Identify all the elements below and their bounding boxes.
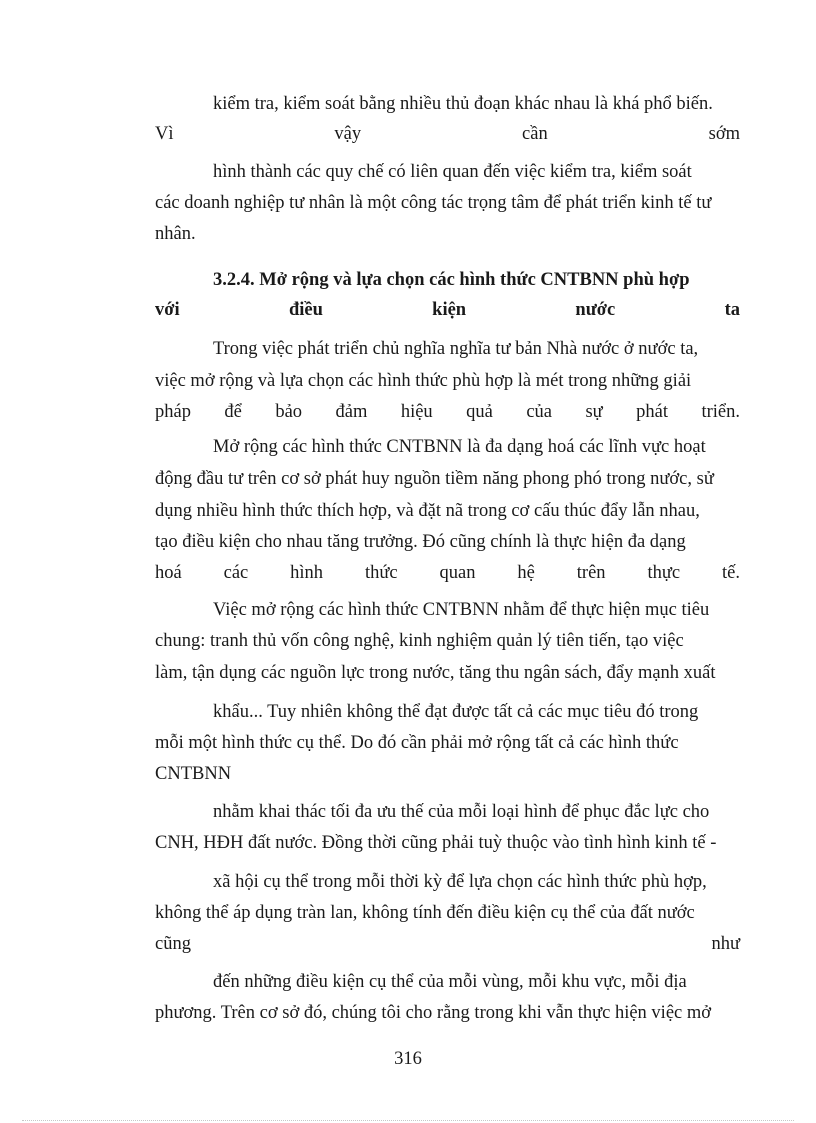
text-line-justified [155,122,740,146]
word: sớm [708,124,740,144]
text-line: dụng nhiều hình thức thích hợp, và đặt nã trong cơ cấu thúc đẩy lẫn nhau, [155,501,700,521]
text-line: việc mở rộng và lựa chọn các hình thức phù hợp là mét trong những giải [155,371,692,391]
word: phát [636,402,668,422]
text-line: kiểm tra, kiểm soát bằng nhiều thủ đoạn khác nhau là khá phổ biến. [213,94,713,114]
word: triển. [701,402,740,422]
word: như [711,934,740,954]
word: cũng [155,934,191,954]
word: hệ [517,563,535,583]
section-heading: 3.2.4. Mở rộng và lựa chọn các hình thức CNTBNN phù hợp [213,270,690,290]
footer-divider [22,1120,794,1121]
word: hoá [155,563,182,583]
text-line: CNTBNN [155,764,232,784]
word: cần [522,124,548,144]
word: quả [466,402,493,422]
word: kiện [432,300,467,320]
word: của [526,402,552,422]
page-number: 316 [394,1049,422,1069]
word: pháp [155,402,191,422]
word: ta [724,300,740,320]
text-line: nhằm khai thác tối đa ưu thế của mỗi loại hình để phục đắc lực cho [213,802,710,822]
word: điều [288,300,323,320]
word: trên [576,563,606,583]
text-line: mỗi một hình thức cụ thể. Do đó cần phải mở rộng tất cả các hình thức [155,733,679,753]
text-line: Mở rộng các hình thức CNTBNN là đa dạng hoá các lĩnh vực hoạt [213,437,706,457]
text-line: làm, tận dụng các nguồn lực trong nước, tăng thu ngân sách, đẩy mạnh xuất [155,663,716,683]
word: hiệu [400,402,433,422]
text-line-justified [155,400,740,424]
text-line: không thể áp dụng tràn lan, không tính đến điều kiện cụ thể của đất nước [155,903,695,923]
section-heading-continued [155,298,740,322]
text-line: hình thành các quy chế có liên quan đến việc kiểm tra, kiểm soát [213,162,692,182]
text-line: các doanh nghiệp tư nhân là một công tác trọng tâm để phát triển kinh tế tư [155,193,712,213]
text-line: nhân. [155,224,196,244]
word: Vì [155,124,174,144]
word: bảo [275,402,303,422]
word: vậy [334,124,362,144]
text-line: tạo điều kiện cho nhau tăng trưởng. Đó cũng chính là thực hiện đa dạng [155,532,686,552]
text-line: Việc mở rộng các hình thức CNTBNN nhằm để thực hiện mục tiêu [213,600,710,620]
word: thức [364,563,398,583]
text-line: Trong việc phát triển chủ nghĩa nghĩa tư bản Nhà nước ở nước ta, [213,339,699,359]
text-line: khẩu... Tuy nhiên không thể đạt được tất cả các mục tiêu đó trong [213,702,699,722]
word: quan [439,563,476,583]
word: hình [290,563,324,583]
word: để [224,402,242,422]
text-line: xã hội cụ thể trong mỗi thời kỳ để lựa chọn các hình thức phù hợp, [213,872,707,892]
text-line: đến những điều kiện cụ thể của mỗi vùng, mỗi khu vực, mỗi địa [213,972,687,992]
text-line: CNH, HĐH đất nước. Đồng thời cũng phải tuỳ thuộc vào tình hình kinh tế - [155,833,717,853]
word: sự [585,402,603,422]
word: thực [647,563,681,583]
text-line: phương. Trên cơ sở đó, chúng tôi cho rằng trong khi vẫn thực hiện việc mở [155,1003,712,1023]
word: với [155,300,180,320]
word: nước [575,300,616,320]
text-line: chung: tranh thủ vốn công nghệ, kinh nghiệm quản lý tiên tiến, tạo việc [155,631,684,651]
word: đảm [335,402,368,422]
text-line-justified [155,932,740,956]
text-line-justified [155,561,740,585]
text-line: động đầu tư trên cơ sở phát huy nguồn tiềm năng phong phó trong nước, sử [155,469,714,489]
word: tế. [721,563,740,583]
word: các [223,563,249,583]
